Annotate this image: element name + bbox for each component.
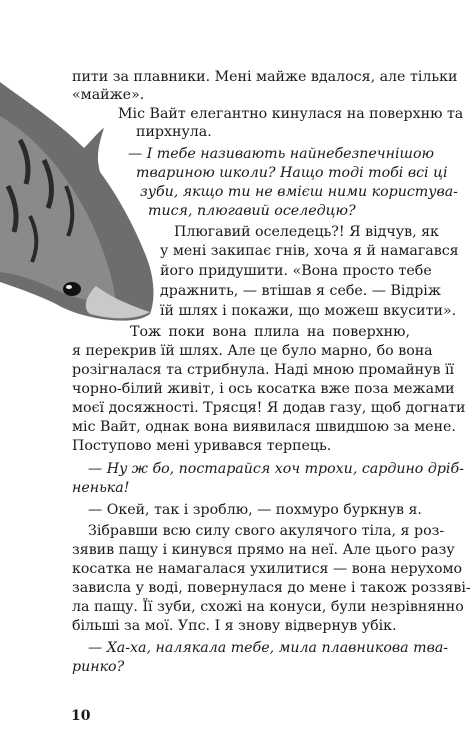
text-line: їй шлях і покажи, що можеш вкусити». bbox=[160, 303, 457, 319]
dialogue-line: ненька! bbox=[72, 480, 130, 496]
text-line: косатка не намагалася ухилитися — вона нерухомо bbox=[72, 561, 463, 577]
text-line: Зібравши всю силу свого акулячого тіла, я роз- bbox=[88, 523, 445, 539]
text-line: зависла у воді, повернулася до мене і також роззяві- bbox=[72, 580, 471, 596]
dialogue-line: — І тебе називають найнебезпечнішою bbox=[128, 146, 434, 162]
text-line: більші за мої. Упс. І я знову відвернув убік. bbox=[72, 618, 397, 634]
text-line: зявив пащу і кинувся прямо на неї. Але цього разу bbox=[72, 542, 455, 558]
text-line: дражнить, — втішав я себе. — Відріж bbox=[160, 283, 441, 299]
text-line: міс Вайт, однак вона виявилася швидшою за мене. bbox=[72, 419, 456, 435]
text-line: чорно-білий живіт, і ось косатка вже поза межами bbox=[72, 381, 455, 397]
text-line: пирхнула. bbox=[136, 124, 212, 140]
dialogue-line: зуби, якщо ти не вмієш ними користува- bbox=[140, 184, 458, 200]
text-line: Міс Вайт елегантно кинулася на поверхню та bbox=[118, 106, 464, 122]
text-line: ла пащу. Її зуби, схожі на конуси, були незрівнянно bbox=[72, 599, 464, 615]
dialogue-line: — Окей, так і зроблю, — похмуро буркнув я. bbox=[88, 502, 422, 518]
text-line: моєї досяжності. Трясця! Я додав газу, щоб догнати bbox=[72, 400, 466, 416]
text-line: Плюгавий оселедець?! Я відчув, як bbox=[174, 224, 439, 240]
dialogue-line: тися, плюгавий оселедцю? bbox=[148, 203, 356, 219]
text-line: розігналася та стрибнула. Наді мною промайнув її bbox=[72, 362, 455, 378]
text-line: його придушити. «Вона просто тебе bbox=[160, 263, 432, 279]
dialogue-line: ринко? bbox=[72, 659, 125, 675]
dialogue-line: твариною школи? Нащо тоді тобі всі ці bbox=[136, 165, 448, 181]
text-line: Поступово мені уривався терпець. bbox=[72, 438, 332, 454]
text-line: пити за плавники. Мені майже вдалося, але тільки bbox=[72, 69, 458, 85]
page-number: 10 bbox=[71, 708, 91, 724]
dialogue-line: — Ха-ха, налякала тебе, мила плавникова тва- bbox=[88, 640, 449, 656]
text-line: «майже». bbox=[72, 87, 145, 103]
text-line: у мені закипає гнів, хоча я й намагався bbox=[160, 243, 459, 259]
dialogue-line: — Ну ж бо, постарайся хоч трохи, сардино дріб- bbox=[88, 461, 464, 477]
text-line: я перекрив їй шлях. Але це було марно, бо вона bbox=[72, 343, 433, 359]
text-line: Тож поки вона плила на поверхню, bbox=[130, 324, 410, 340]
